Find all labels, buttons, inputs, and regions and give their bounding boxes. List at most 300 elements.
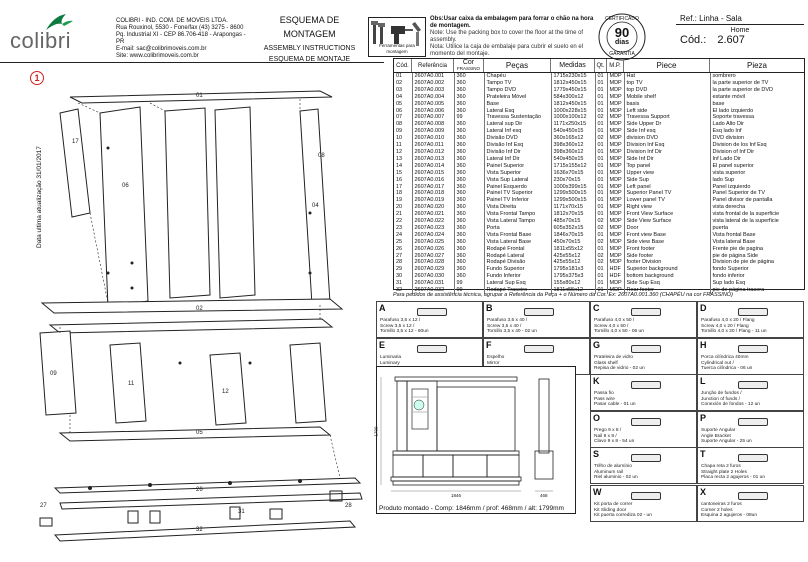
table-cell: 360 <box>454 253 484 260</box>
hardware-caption-line: Repisa de vidrio - 02 un <box>594 366 645 372</box>
table-cell: 360 <box>454 246 484 253</box>
hardware-caption-line: Nail 9 x 8 / <box>594 433 617 439</box>
table-cell: 1812x450x15 <box>551 80 595 87</box>
table-cell: MDP <box>607 156 624 163</box>
table-cell: 28 <box>394 259 412 266</box>
table-row <box>394 197 804 204</box>
table-cell: 01 <box>595 197 607 204</box>
table-cell: El panel superior <box>712 162 754 169</box>
table-cell: 1000x100x12 <box>551 114 595 121</box>
table-cell: 18 <box>394 190 412 197</box>
hardware-letter: L <box>700 376 706 386</box>
table-cell: 08 <box>394 121 412 128</box>
table-cell: 398x360x12 <box>551 142 595 149</box>
table-row <box>394 211 804 218</box>
part-label: 17 <box>72 139 79 145</box>
table-cell: MDP <box>607 211 624 218</box>
table-cell: MDP <box>607 163 624 170</box>
table-cell: Tampo DVD <box>484 87 551 94</box>
part-label: 31 <box>238 509 245 515</box>
table-cell: MDP <box>607 246 624 253</box>
table-cell: 12 <box>394 149 412 156</box>
table-cell: 01 <box>595 121 607 128</box>
hardware-part-icon <box>738 381 768 389</box>
table-cell: Travessa Support <box>624 114 710 121</box>
hardware-caption-line: Prego 9 x 8 / <box>594 428 622 434</box>
table-cell: MDP <box>607 114 624 121</box>
seal-number: 90 <box>614 25 630 40</box>
hardware-letter: O <box>593 413 601 423</box>
table-cell: HDF <box>607 273 624 280</box>
cod-label: Cód.: <box>680 34 707 46</box>
table-row <box>394 163 804 170</box>
table-cell: Vista Frontal Tampo <box>484 211 551 218</box>
assembly-drawing <box>0 62 384 557</box>
table-row <box>394 190 804 197</box>
table-cell: Hat <box>624 73 710 80</box>
table-cell: 2607A0.031 <box>412 280 454 287</box>
table-cell: Side Inf Dir <box>624 156 710 163</box>
step-number: 1 <box>30 71 44 85</box>
hardware-letter: D <box>700 303 707 313</box>
table-cell: 360 <box>454 190 484 197</box>
table-cell: Lateral sup Dir <box>484 121 551 128</box>
table-cell: Rodapé Lateral <box>484 253 551 260</box>
hardware-caption-line: Junction of funds / <box>701 396 740 402</box>
table-cell: Front View Surface <box>624 211 710 218</box>
table-cell: DVD division <box>712 135 744 142</box>
table-cell: 360 <box>454 211 484 218</box>
table-cell: 425x55x12 <box>551 253 595 260</box>
table-cell: MDP <box>607 287 624 294</box>
table-cell: Lateral Esq <box>484 108 551 115</box>
table-cell: 485x70x15 <box>551 218 595 225</box>
title-block <box>253 13 366 65</box>
table-cell: 07 <box>394 114 412 121</box>
hardware-letter: X <box>700 487 707 497</box>
table-cell: basis <box>624 101 710 108</box>
hardware-caption-line: Placa recta 2 agujeros - 01 un <box>701 475 765 481</box>
table-cell: 2607A0.023 <box>412 225 454 232</box>
company-line: COLIBRI - IND. COM. DE MOVEIS LTDA. <box>116 18 228 24</box>
tools-caption: Ferramentas para montagem <box>379 43 415 54</box>
table-cell: Tampo TV <box>484 80 551 87</box>
hardware-letter: S <box>593 449 600 459</box>
table-cell: top TV <box>624 80 710 87</box>
hardware-item <box>590 485 697 522</box>
table-cell: Travessa Sustentação <box>484 114 551 121</box>
hardware-part-icon <box>524 308 554 316</box>
hardware-item <box>590 301 697 338</box>
dim-height: 1799 <box>373 426 379 437</box>
table-cell: 2607A0.019 <box>412 197 454 204</box>
table-cell: vista derecha <box>712 204 746 211</box>
hardware-part-icon <box>631 308 661 316</box>
table-cell: 360 <box>454 87 484 94</box>
table-row <box>394 142 804 149</box>
table-cell: Door <box>624 225 710 232</box>
table-cell: 398x360x12 <box>551 149 595 156</box>
table-cell: Division de pie de página <box>712 259 774 266</box>
hardware-caption-line: Kit Sliding door <box>594 507 627 513</box>
hardware-letter: C <box>593 303 600 313</box>
table-cell: lado Sup <box>712 176 735 183</box>
table-cell: Base <box>484 101 551 108</box>
hardware-item <box>697 485 804 522</box>
table-cell: Side footer <box>624 253 710 260</box>
table-cell: Divisão Inf Esq <box>484 142 551 149</box>
table-cell: 360 <box>454 156 484 163</box>
table-cell: Soporte travessa <box>712 114 755 121</box>
part-label: 32 <box>196 527 203 533</box>
table-cell: Divisão DVD <box>484 135 551 142</box>
table-cell: 2607A0.004 <box>412 94 454 101</box>
table-cell: MDP <box>607 177 624 184</box>
ref-label: Ref.: <box>680 14 697 23</box>
hardware-caption-line: Tornillo 4,0 x 20 / Flang - 11 un <box>701 329 767 335</box>
assembled-product <box>373 366 576 514</box>
col-header-cor: Cor <box>462 59 475 66</box>
table-cell: 16 <box>394 177 412 184</box>
observation <box>430 16 595 58</box>
hardware-part-icon <box>631 454 661 462</box>
hardware-letter: K <box>593 376 600 386</box>
table-cell: Painel TV Inferior <box>484 197 551 204</box>
table-cell: 2607A0.028 <box>412 259 454 266</box>
table-cell: 1000x228x15 <box>551 108 595 115</box>
table-cell: MDP <box>607 232 624 239</box>
table-row <box>394 108 804 115</box>
table-cell: 450x70x15 <box>551 239 595 246</box>
table-cell: 23 <box>394 225 412 232</box>
table-cell: Esq lado Inf <box>712 128 742 135</box>
table-cell: 2607A0.012 <box>412 149 454 156</box>
col-header-piece: Piece <box>624 59 710 72</box>
table-cell: Vista lateral Base <box>712 238 756 245</box>
hardware-part-icon <box>524 345 554 353</box>
table-cell: Side View Surface <box>624 218 710 225</box>
table-cell: top DVD <box>624 87 710 94</box>
table-cell: 2607A0.027 <box>412 253 454 260</box>
table-cell: Lateral Inf Dir <box>484 156 551 163</box>
table-cell: Sup lado Esq <box>712 280 746 287</box>
hardware-caption-line: Luminaria <box>380 355 402 361</box>
table-cell: 360 <box>454 266 484 273</box>
table-row <box>394 218 804 225</box>
table-cell: Chapéu <box>484 73 551 80</box>
hardware-caption-line: Trilho de alumínio <box>594 464 632 470</box>
hardware-caption-line: Tornillo 3,5 x 12 - 60un <box>380 329 429 335</box>
col-header-cor-sub: FRASSINO <box>456 66 480 71</box>
table-cell: 2607A0.016 <box>412 177 454 184</box>
table-cell: 01 <box>595 80 607 87</box>
table-cell: 155x80x12 <box>551 280 595 287</box>
hardware-caption-line: Screw 4,0 x 20 / Flang <box>701 323 749 329</box>
table-cell: 1636x70x15 <box>551 170 595 177</box>
part-label: 01 <box>196 93 203 99</box>
hardware-caption-line: Chapa reta 2 furos <box>701 464 741 470</box>
hardware-caption-line: Tuerca cilíndrica - 06 un <box>701 366 753 372</box>
parts-table <box>393 58 805 294</box>
table-cell: Top panel <box>624 163 710 170</box>
table-cell: 360 <box>454 121 484 128</box>
hardware-item <box>697 301 804 338</box>
table-cell: 02 <box>595 218 607 225</box>
table-row <box>394 87 804 94</box>
table-cell: base <box>712 100 725 107</box>
table-cell: MDP <box>607 121 624 128</box>
table-cell: 11 <box>394 142 412 149</box>
table-cell: Rodapé Divisão <box>484 259 551 266</box>
col-header-mp: M.P. <box>607 59 624 72</box>
table-cell: 2607A0.006 <box>412 108 454 115</box>
table-cell: 2607A0.011 <box>412 142 454 149</box>
table-cell: Side Upper Dr <box>624 121 710 128</box>
table-cell: 26 <box>394 246 412 253</box>
table-cell: vista superior <box>712 169 746 176</box>
table-cell: 01 <box>595 163 607 170</box>
hardware-letter: T <box>700 449 706 459</box>
hardware-letter: W <box>593 487 602 497</box>
title-en: ASSEMBLY INSTRUCTIONS <box>263 45 356 52</box>
company-line: Rua Rouxinol, 5530 - Fone/fax (43) 3275 - 8600 <box>116 25 244 31</box>
table-cell: Divisão Inf Dir <box>484 149 551 156</box>
table-cell: 2607A0.021 <box>412 211 454 218</box>
hardware-part-icon <box>738 492 768 500</box>
table-cell: bottom background <box>624 273 710 280</box>
table-row <box>394 273 804 280</box>
table-cell: Division de los Inf Esq <box>712 142 767 149</box>
table-cell: Upper view <box>624 170 710 177</box>
table-cell: 2607A0.024 <box>412 232 454 239</box>
table-cell: 01 <box>595 87 607 94</box>
table-cell: 1811x55x12 <box>551 246 595 253</box>
table-cell: 2607A0.017 <box>412 184 454 191</box>
table-row <box>394 177 804 184</box>
reference-box <box>676 13 804 57</box>
table-cell: 01 <box>595 94 607 101</box>
table-row <box>394 73 804 80</box>
hardware-letter: B <box>486 303 493 313</box>
hardware-letter: P <box>700 413 707 423</box>
hardware-caption-line: Parafuso 4,0 x 20 / Flang <box>701 318 755 324</box>
seal-bottom: GARANTIA <box>609 51 635 57</box>
table-cell: Vista frontal Base <box>712 231 756 238</box>
product-drawing <box>377 367 577 497</box>
table-cell: 2607A0.029 <box>412 266 454 273</box>
company-line: E-mail: sac@colibrimoveis.com.br <box>116 46 207 52</box>
table-cell: Right view <box>624 204 710 211</box>
table-cell: pie de página Side <box>712 252 759 259</box>
table-cell: 14 <box>394 163 412 170</box>
table-row <box>394 232 804 239</box>
table-cell: 2607A0.015 <box>412 170 454 177</box>
company-line: Pq. Industrial XI - CEP 86.706-418 - Arapongas - PR <box>116 32 246 45</box>
cod-value: 2.607 <box>717 34 745 46</box>
ref-value: Linha - Sala <box>699 14 742 23</box>
table-cell: Painel TV Superior <box>484 190 551 197</box>
table-cell: 1812x70x15 <box>551 211 595 218</box>
table-cell: MDP <box>607 87 624 94</box>
table-cell: MDP <box>607 259 624 266</box>
table-cell: Rodapé Frontal <box>484 246 551 253</box>
table-row <box>394 266 804 273</box>
table-cell: 360 <box>454 163 484 170</box>
hardware-item <box>376 301 483 338</box>
hardware-part-icon <box>631 492 661 500</box>
table-cell: 360 <box>454 101 484 108</box>
table-row <box>394 253 804 260</box>
table-cell: 360 <box>454 259 484 266</box>
table-cell: MDP <box>607 280 624 287</box>
tools-box <box>368 17 426 57</box>
hardware-caption-line: Suporte Angular <box>701 428 736 434</box>
table-cell: MDP <box>607 190 624 197</box>
table-cell: 360x165x12 <box>551 135 595 142</box>
table-cell: 01 <box>394 73 412 80</box>
table-cell: 17 <box>394 184 412 191</box>
table-cell: 30 <box>394 273 412 280</box>
table-cell: 540x450x15 <box>551 128 595 135</box>
col-header-ref: Referência <box>412 59 454 72</box>
hardware-part-icon <box>738 345 768 353</box>
warranty-seal <box>596 12 648 62</box>
hardware-caption-line: Tornillo 4,0 x 50 - 06 un <box>594 329 644 335</box>
table-cell: 1715x230x15 <box>551 73 595 80</box>
hardware-caption-line: Luminary <box>380 360 400 366</box>
table-cell: 2607A0.008 <box>412 121 454 128</box>
table-cell: 360 <box>454 142 484 149</box>
hardware-caption-line: Screw 4,0 x 50 / <box>594 323 629 329</box>
table-cell: Lateral Sup Esq <box>484 280 551 287</box>
ref-home: Home <box>730 27 750 34</box>
table-cell: 13 <box>394 156 412 163</box>
table-cell: 09 <box>394 128 412 135</box>
hardware-part-icon <box>631 418 661 426</box>
table-row <box>394 94 804 101</box>
table-cell: 360 <box>454 232 484 239</box>
col-header-pecas: Peças <box>484 59 551 72</box>
part-label: 12 <box>222 389 229 395</box>
table-cell: 01 <box>595 149 607 156</box>
hardware-item <box>590 338 697 375</box>
table-cell: 360 <box>454 177 484 184</box>
table-cell: 360 <box>454 149 484 156</box>
part-label: 09 <box>50 371 57 377</box>
table-cell: MDP <box>607 128 624 135</box>
table-cell: 1795x181x3 <box>551 266 595 273</box>
table-cell: MDP <box>607 218 624 225</box>
part-label: 26 <box>196 487 203 493</box>
table-cell: MDP <box>607 94 624 101</box>
table-cell: 1171x250x15 <box>551 121 595 128</box>
table-cell: 605x352x15 <box>551 225 595 232</box>
table-cell: 99 <box>454 114 484 121</box>
table-cell: 1715x155x12 <box>551 163 595 170</box>
table-cell: Lower panel TV <box>624 197 710 204</box>
table-cell: 02 <box>595 225 607 232</box>
table-cell: 360 <box>454 218 484 225</box>
table-cell: MDP <box>607 197 624 204</box>
hardware-caption-line: Mirror <box>487 360 500 366</box>
table-cell: 01 <box>595 184 607 191</box>
date-note: Data ultima atualização 31/01/2017 <box>36 146 43 248</box>
table-cell: 32 <box>394 287 412 294</box>
table-cell: MDP <box>607 225 624 232</box>
hardware-letter: H <box>700 340 707 350</box>
table-cell: 05 <box>394 101 412 108</box>
table-row <box>394 204 804 211</box>
table-cell: Panel divisor de pantalla <box>712 197 773 204</box>
table-row <box>394 121 804 128</box>
table-cell: 360 <box>454 94 484 101</box>
hardware-part-icon <box>417 308 447 316</box>
table-cell: Superior background <box>624 266 710 273</box>
table-cell: MDP <box>607 142 624 149</box>
part-label: 04 <box>312 203 319 209</box>
table-cell: Division Inf Dir <box>624 149 710 156</box>
table-cell: Panel Superior de TV <box>712 190 765 197</box>
table-cell: 360 <box>454 225 484 232</box>
table-cell: 360 <box>454 204 484 211</box>
part-label: 28 <box>345 503 352 509</box>
title-pt: ESQUEMA DE MONTAGEM <box>279 15 340 39</box>
hardware-item <box>697 447 804 484</box>
table-cell: 2607A0.005 <box>412 101 454 108</box>
table-cell: 2607A0.020 <box>412 204 454 211</box>
hardware-part-icon <box>738 418 768 426</box>
table-cell: MDP <box>607 253 624 260</box>
dim-depth: 468 <box>540 493 548 498</box>
hardware-caption-line: cantoneiras 2 furos <box>701 502 742 508</box>
exploded-view-lines <box>0 63 384 558</box>
table-cell: 01 <box>595 190 607 197</box>
table-cell: 2607A0.026 <box>412 246 454 253</box>
table-cell: 1846x70x15 <box>551 232 595 239</box>
table-row <box>394 149 804 156</box>
table-cell: vista lateral de la superficie <box>712 218 779 225</box>
hardware-letter: A <box>379 303 386 313</box>
obs-en: Note: Use the packing box to cover the floor at the time of assembly. <box>430 30 584 43</box>
table-cell: MDP <box>607 239 624 246</box>
table-cell: 20 <box>394 204 412 211</box>
table-cell: 01 <box>595 266 607 273</box>
hardware-caption-line: Corner 2 holes <box>701 507 733 513</box>
table-cell: 02 <box>595 135 607 142</box>
hardware-item <box>590 411 697 448</box>
table-row <box>394 280 804 287</box>
help-note: Para pedidos de assistência técnica, agrupar a Referência da Peça + o Número da Cor. Ex: 2607A0.001.360 (CHAPÉU na cor FRASSINO) <box>393 292 733 298</box>
hardware-part-icon <box>631 345 661 353</box>
table-cell: 2607A0.022 <box>412 218 454 225</box>
table-cell: El lado izquierdo <box>712 107 754 114</box>
table-cell: Inf Lado Dir <box>712 155 741 162</box>
table-cell: Vista Direita <box>484 204 551 211</box>
table-cell: Vista Lateral Tampo <box>484 218 551 225</box>
table-cell: Rear footer <box>624 287 710 294</box>
table-cell: Side Inf esq <box>624 128 710 135</box>
hardware-caption-line: Glass shelf <box>594 360 618 366</box>
table-cell: Vista Superior <box>484 170 551 177</box>
table-cell: HDF <box>607 266 624 273</box>
hardware-caption-line: Angle Bracket <box>701 433 731 439</box>
obs-es: Nota: Utilice la caja de embalaje para cubrir el suelo en el momento del montaje. <box>430 44 584 57</box>
table-cell: Left panel <box>624 184 710 191</box>
table-cell: footer Division <box>624 259 710 266</box>
table-cell: 02 <box>595 259 607 266</box>
table-cell: 2607A0.010 <box>412 135 454 142</box>
table-row <box>394 239 804 246</box>
